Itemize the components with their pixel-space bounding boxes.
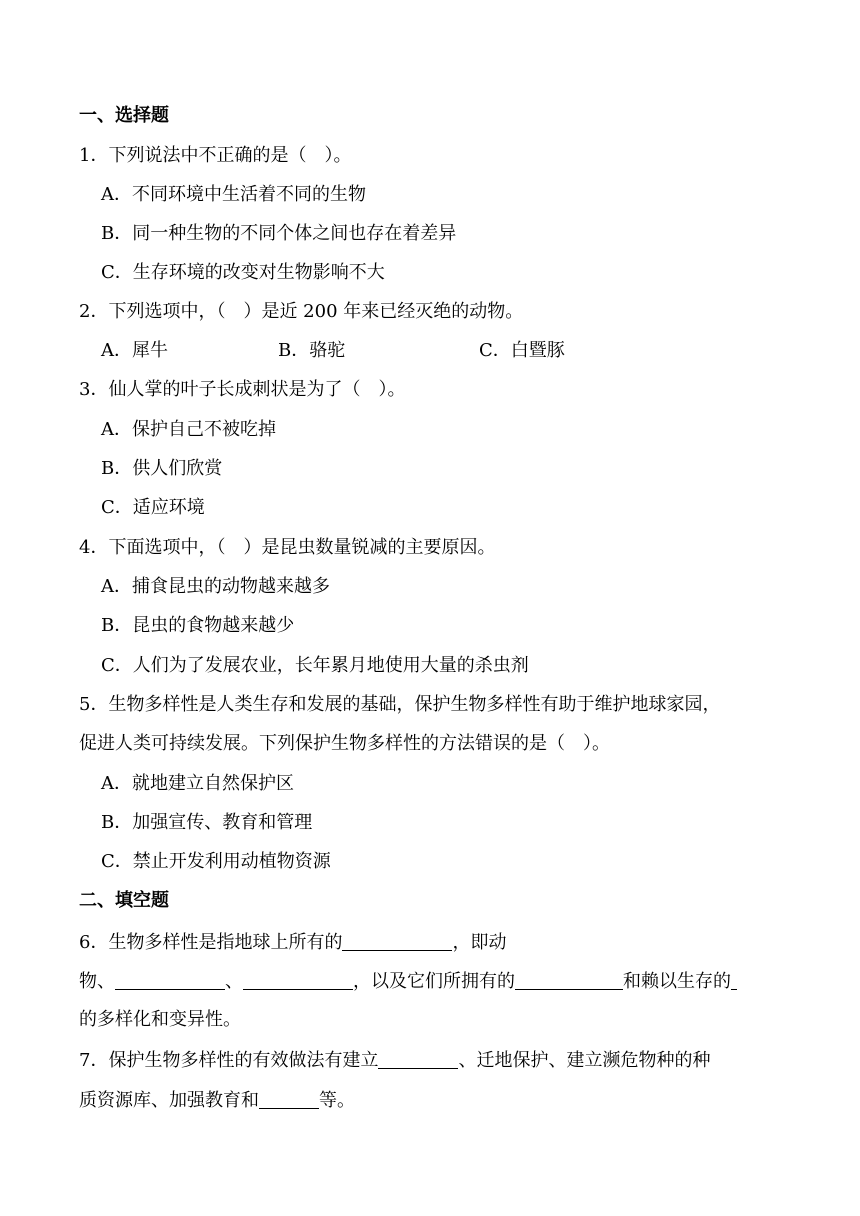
question-7-line-2 <box>79 1088 355 1112</box>
question-6-text-2a: 物、 <box>79 971 115 992</box>
question-3-option-c: C．适应环境 <box>101 497 205 518</box>
question-7-text-2b: 等。 <box>319 1090 355 1111</box>
question-2-option-c: C．白暨豚 <box>479 340 565 361</box>
question-3-option-a: A．保护自己不被吃掉 <box>101 419 276 440</box>
question-2-stem: 2．下列选项中，（ ）是近 200 年来已经灭绝的动物。 <box>79 301 524 322</box>
question-1-option-a: A．不同环境中生活着不同的生物 <box>101 184 366 205</box>
question-6-line-1 <box>79 930 506 954</box>
question-6-line-3: 的多样化和变异性。 <box>79 1009 241 1030</box>
question-7-blank-2[interactable] <box>259 1088 319 1109</box>
question-7-line-1 <box>79 1048 710 1072</box>
question-1-option-b: B．同一种生物的不同个体之间也存在着差异 <box>101 223 457 244</box>
question-5-option-c: C．禁止开发利用动植物资源 <box>101 851 331 872</box>
question-4-option-b: B．昆虫的食物越来越少 <box>101 615 295 636</box>
question-4-option-a: A．捕食昆虫的动物越来越多 <box>101 576 330 597</box>
section-title-choice: 一、选择题 <box>79 105 169 126</box>
question-6-blank-1[interactable] <box>342 930 452 951</box>
question-7-text-1a: 7．保护生物多样性的有效做法有建立 <box>79 1050 379 1071</box>
question-2-option-b: B．骆驼 <box>278 340 346 361</box>
question-6-blank-2[interactable] <box>115 969 225 990</box>
question-1-stem: 1．下列说法中不正确的是（ ）。 <box>79 145 352 166</box>
question-5-stem-line-1: 5．生物多样性是人类生存和发展的基础，保护生物多样性有助于维护地球家园， <box>79 694 721 715</box>
question-7-text-1b: 、迁地保护、建立濒危物种的种 <box>458 1050 711 1071</box>
question-5-option-a: A．就地建立自然保护区 <box>101 773 294 794</box>
question-6-text-2c: ，以及它们所拥有的 <box>353 971 515 992</box>
question-6-text-1b: ，即动 <box>452 932 507 953</box>
question-6-blank-4[interactable] <box>515 969 623 990</box>
question-3-stem: 3．仙人掌的叶子长成刺状是为了（ ）。 <box>79 379 406 400</box>
question-4-stem: 4．下面选项中，（ ）是昆虫数量锐减的主要原因。 <box>79 537 496 558</box>
question-6-blank-5[interactable] <box>731 969 737 990</box>
section-title-fill: 二、填空题 <box>79 890 169 911</box>
question-4-option-c: C．人们为了发展农业，长年累月地使用大量的杀虫剂 <box>101 655 529 676</box>
question-6-text-1a: 6．生物多样性是指地球上所有的 <box>79 932 343 953</box>
question-6-blank-3[interactable] <box>243 969 353 990</box>
question-3-option-b: B．供人们欣赏 <box>101 458 223 479</box>
question-5-stem-line-2: 促进人类可持续发展。下列保护生物多样性的方法错误的是（ ）。 <box>79 733 610 754</box>
question-2-option-a: A．犀牛 <box>101 340 168 361</box>
question-7-text-2a: 质资源库、加强教育和 <box>79 1090 259 1111</box>
question-6-text-2d: 和赖以生存的 <box>623 971 731 992</box>
question-1-option-c: C．生存环境的改变对生物影响不大 <box>101 262 385 283</box>
question-6-line-2 <box>79 969 737 993</box>
question-5-option-b: B．加强宣传、教育和管理 <box>101 812 313 833</box>
question-6-text-2b: 、 <box>225 971 243 992</box>
question-7-blank-1[interactable] <box>378 1048 458 1069</box>
